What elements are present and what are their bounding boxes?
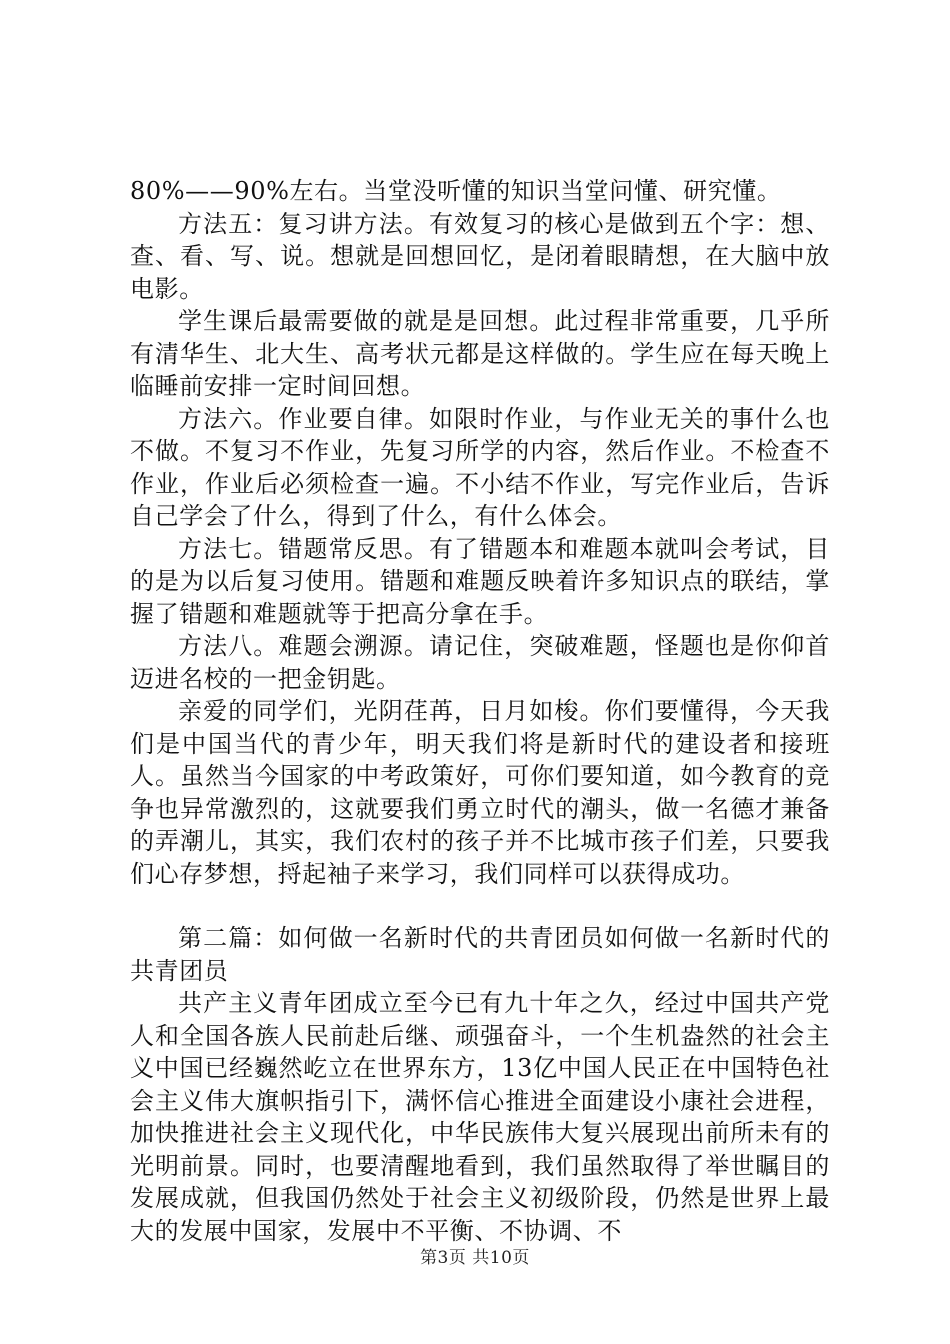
page-footer: 第3页 共10页: [420, 1248, 530, 1268]
paragraph-method-five: 方法五：复习讲方法。有效复习的核心是做到五个字：想、查、看、写、说。想就是回想回忆，是闭着眼睛想，在大脑中放电影。: [130, 209, 830, 303]
paragraph-review: 学生课后最需要做的就是是回想。此过程非常重要，几乎所有清华生、北大生、高考状元都是这样做的。学生应在每天晚上临睡前安排一定时间回想。: [130, 307, 830, 400]
paragraph-youth-league: 共产主义青年团成立至今已有九十年之久，经过中国共产党人和全国各族人民前赴后继、顽强奋斗，一个生机盎然的社会主义中国已经巍然屹立在世界东方，13亿中国人民正在中国特色社会主义伟大旗帜指引下，满怀信心推进全面建设小康社会进程，加快推进社会主义现代化，中华民族伟大复兴展现出前所未有的光明前景。同时，也要清醒地看到，我们虽然取得了举世瞩目的发展成就，但我国仍然处于社会主义初级阶段，仍然是世界上最大的发展中国家，发展中不平衡、不协调、不: [130, 989, 830, 1245]
document-body: [130, 175, 830, 1247]
paragraph-method-seven: 方法七。错题常反思。有了错题本和难题本就叫会考试，目的是为以后复习使用。错题和难题反映着许多知识点的联结，掌握了错题和难题就等于把高分拿在手。: [130, 534, 830, 628]
paragraph-closing: 亲爱的同学们，光阴荏苒，日月如梭。你们要懂得，今天我们是中国当代的青少年，明天我们将是新时代的建设者和接班人。虽然当今国家的中考政策好，可你们要知道，如今教育的竞争也异常激烈的，这就要我们勇立时代的潮头，做一名德才兼备的弄潮儿，其实，我们农村的孩子并不比城市孩子们差，只要我们心存梦想，捋起袖子来学习，我们同样可以获得成功。: [130, 697, 830, 888]
paragraph-method-six: 方法六。作业要自律。如限时作业，与作业无关的事什么也不做。不复习不作业，先复习所学的内容，然后作业。不检查不作业，作业后必须检查一遍。不小结不作业，写完作业后，告诉自己学会了什么，得到了什么，有什么体会。: [130, 404, 830, 530]
section-spacer: [130, 890, 830, 922]
paragraph-continuation: 80%——90%左右。当堂没听懂的知识当堂问懂、研究懂。: [130, 177, 782, 205]
section-heading: 第二篇：如何做一名新时代的共青团员如何做一名新时代的共青团员: [130, 924, 830, 985]
paragraph-method-eight: 方法八。难题会溯源。请记住，突破难题，怪题也是你仰首迈进名校的一把金钥匙。: [130, 632, 830, 693]
